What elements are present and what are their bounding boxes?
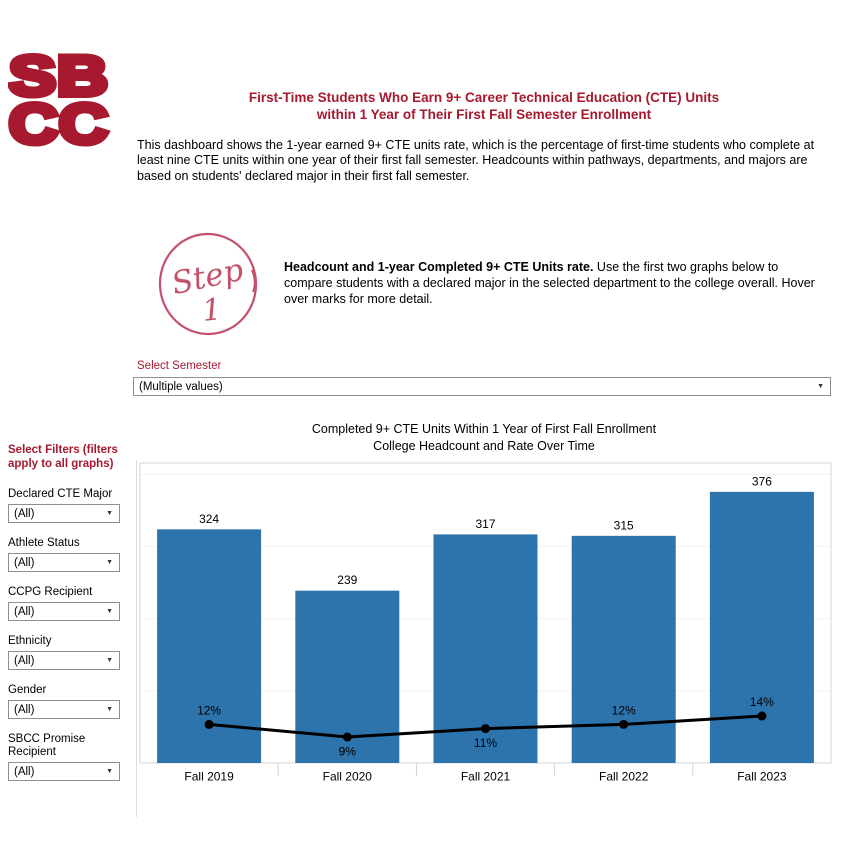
filter-group <box>8 684 132 719</box>
bar-value-label: 315 <box>613 518 634 533</box>
rate-point[interactable] <box>481 724 490 733</box>
step-1-stamp-icon <box>156 232 260 336</box>
filter-group <box>8 733 132 781</box>
filters-heading: Select Filters (filters apply to all graphs) <box>8 444 118 470</box>
filter-dropdown[interactable] <box>8 651 120 670</box>
bar-mark[interactable] <box>572 536 676 763</box>
step-description-lead: Headcount and 1-year Completed 9+ CTE Units rate. <box>284 260 594 274</box>
chevron-down-icon: ▼ <box>106 767 113 775</box>
chevron-down-icon: ▼ <box>817 382 824 390</box>
step-description <box>284 259 829 307</box>
intro-paragraph: This dashboard shows the 1-year earned 9+ CTE units rate, which is the percentage of first-time students who complete at least nine CTE units within one year of their first fall semester. Headcounts within pathways, departments, and majors are based on students' declared major in their first fall semester. <box>137 138 815 183</box>
filter-label: CCPG Recipient <box>8 586 93 598</box>
sidebar-chart-divider <box>136 460 137 817</box>
filter-value: (All) <box>14 556 35 569</box>
filter-label: Declared CTE Major <box>8 488 113 500</box>
rate-point[interactable] <box>619 720 628 729</box>
rate-value-label: 9% <box>338 744 356 759</box>
chart-title <box>137 421 831 454</box>
chevron-down-icon: ▼ <box>106 607 113 615</box>
rate-value-label: 12% <box>197 703 222 718</box>
filter-label: Athlete Status <box>8 537 80 549</box>
select-semester-dropdown[interactable] <box>133 377 831 396</box>
filter-group <box>8 488 132 523</box>
page-title-line1: First-Time Students Who Earn 9+ Career Technical Education (CTE) Units <box>248 90 720 105</box>
bar-value-label: 324 <box>199 511 220 526</box>
filter-dropdown[interactable] <box>8 602 120 621</box>
x-axis-label: Fall 2022 <box>599 769 649 784</box>
svg-text:1: 1 <box>200 292 224 329</box>
bar-value-label: 239 <box>337 573 358 588</box>
x-axis-label: Fall 2021 <box>460 769 511 784</box>
chevron-down-icon: ▼ <box>106 509 113 517</box>
select-semester-label: Select Semester <box>137 360 222 372</box>
filter-dropdown[interactable] <box>8 762 120 781</box>
svg-text:CC: CC <box>9 92 110 148</box>
rate-point[interactable] <box>343 733 352 742</box>
filter-value: (All) <box>14 605 35 618</box>
svg-text:SB: SB <box>9 50 109 107</box>
filter-group <box>8 635 132 670</box>
filter-dropdown[interactable] <box>8 700 120 719</box>
x-axis-label: Fall 2020 <box>322 769 372 784</box>
bar-value-label: 317 <box>475 516 496 531</box>
chevron-down-icon: ▼ <box>106 656 113 664</box>
filter-label: Ethnicity <box>8 635 52 647</box>
filter-group <box>8 586 132 621</box>
page-title-line2: within 1 Year of Their First Fall Semester Enrollment <box>316 107 652 122</box>
bar-value-label: 376 <box>751 474 772 489</box>
step-description-rest: Use the first two graphs below to compare students with a declared major in the selected department to the college overall. Hover over marks for more detail. <box>284 260 815 306</box>
chevron-down-icon: ▼ <box>106 558 113 566</box>
svg-text:Step: Step <box>168 251 247 303</box>
chart-title-line2: College Headcount and Rate Over Time <box>373 438 595 453</box>
filter-value: (All) <box>14 765 35 778</box>
headcount-rate-chart[interactable] <box>138 460 835 790</box>
select-semester-value: (Multiple values) <box>139 380 223 393</box>
page-title <box>137 89 831 123</box>
filter-value: (All) <box>14 703 35 716</box>
filter-group <box>8 537 132 572</box>
bar-mark[interactable] <box>710 492 814 763</box>
filter-value: (All) <box>14 507 35 520</box>
filter-dropdown[interactable] <box>8 553 120 572</box>
filter-label: SBCC Promise Recipient <box>8 733 86 758</box>
filters-container <box>8 488 132 781</box>
filter-label: Gender <box>8 684 47 696</box>
rate-value-label: 14% <box>749 695 774 709</box>
rate-point[interactable] <box>757 712 766 721</box>
sbcc-logo <box>8 50 114 148</box>
rate-point[interactable] <box>205 720 214 729</box>
rate-value-label: 11% <box>473 736 498 751</box>
chevron-down-icon: ▼ <box>106 705 113 713</box>
x-axis-label: Fall 2019 <box>184 769 234 784</box>
filter-value: (All) <box>14 654 35 667</box>
chart-title-line1: Completed 9+ CTE Units Within 1 Year of First Fall Enrollment <box>311 422 657 436</box>
filters-sidebar <box>8 444 132 795</box>
filter-dropdown[interactable] <box>8 504 120 523</box>
x-axis-label: Fall 2023 <box>737 769 787 784</box>
rate-value-label: 12% <box>611 703 636 718</box>
